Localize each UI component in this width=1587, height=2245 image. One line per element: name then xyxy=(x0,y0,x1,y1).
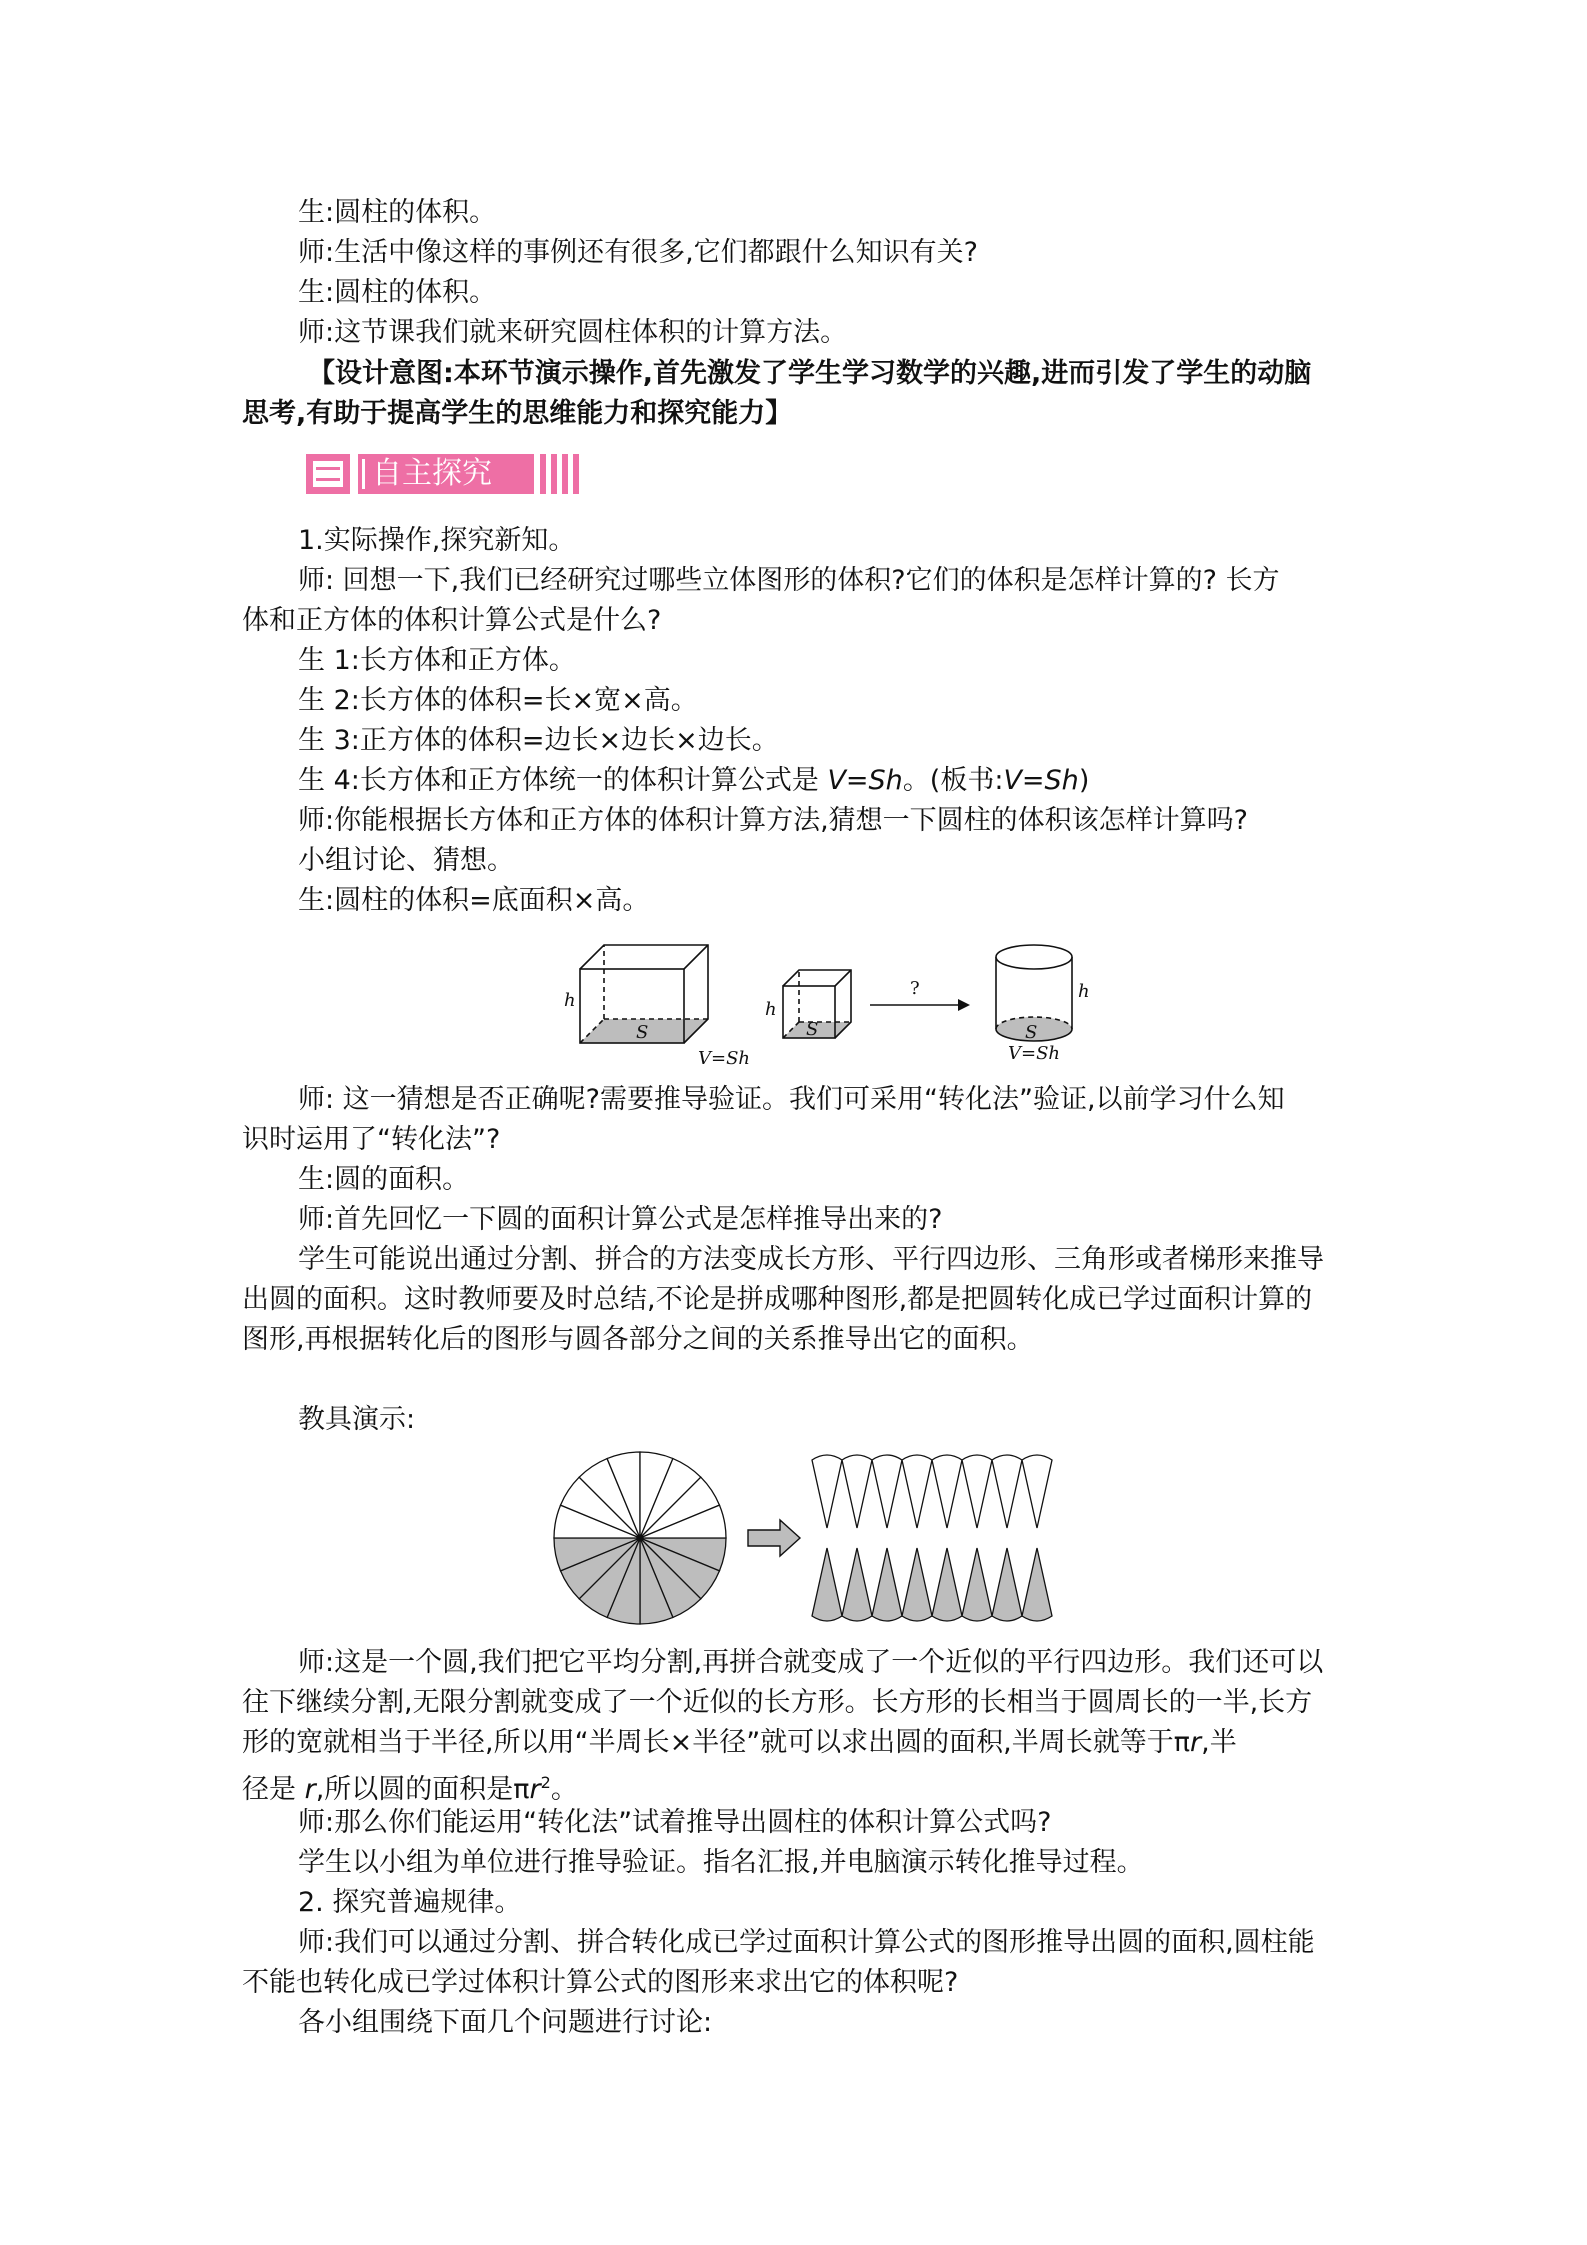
section-number-icon xyxy=(306,454,350,494)
paragraph: 师:那么你们能运用“转化法”试着推导出圆柱的体积计算公式吗? xyxy=(298,1807,1052,1838)
top-sector xyxy=(842,1455,872,1528)
paragraph: 生:圆柱的体积。 xyxy=(298,277,497,308)
paragraph: 生 3:正方体的体积=边长×边长×边长。 xyxy=(298,725,779,756)
paragraph: 学生以小组为单位进行推导验证。指名汇报,并电脑演示转化推导过程。 xyxy=(298,1847,1144,1878)
text-run: ,所以圆的面积是π xyxy=(315,1774,530,1805)
top-sector xyxy=(902,1455,932,1528)
bottom-sector xyxy=(842,1548,872,1621)
variable: r xyxy=(304,1774,316,1805)
text-run: 形的宽就相当于半径,所以用“半周长×半径”就可以求出圆的面积,半周长就等于π xyxy=(242,1727,1191,1758)
paragraph: 生:圆的面积。 xyxy=(298,1164,470,1195)
design-intent: 【设计意图:本环节演示操作,首先激发了学生学习数学的兴趣,进而引发了学生的动脑 xyxy=(308,358,1312,389)
paragraph: 师:生活中像这样的事例还有很多,它们都跟什么知识有关? xyxy=(298,237,979,268)
text-run: ,半 xyxy=(1201,1727,1237,1758)
bottom-sector xyxy=(1022,1548,1052,1621)
height-label: h xyxy=(1078,981,1090,1002)
top-sector xyxy=(932,1455,962,1528)
rearranged-sectors xyxy=(812,1455,1052,1621)
paragraph: 师:你能根据长方体和正方体的体积计算方法,猜想一下圆柱的体积该怎样计算吗? xyxy=(298,805,1249,836)
height-label: h xyxy=(564,990,576,1011)
paragraph: 生:圆柱的体积。 xyxy=(298,197,497,228)
paragraph-cont xyxy=(242,1766,578,1807)
text-run: 。(板书: xyxy=(902,765,1004,796)
arrow-icon xyxy=(870,999,970,1011)
base-label: S xyxy=(636,1022,649,1043)
solids-figure xyxy=(560,935,1090,1070)
formula-label: V=Sh xyxy=(1008,1043,1061,1064)
design-intent-cont: 思考,有助于提高学生的思维能力和探究能力】 xyxy=(242,398,793,429)
formula-label: V=Sh xyxy=(698,1048,751,1069)
paragraph: 师:首先回忆一下圆的面积计算公式是怎样推导出来的? xyxy=(298,1204,943,1235)
paragraph-cont: 往下继续分割,无限分割就变成了一个近似的长方形。长方形的长相当于圆周长的一半,长方 xyxy=(242,1687,1313,1718)
paragraph: 学生可能说出通过分割、拼合的方法变成长方形、平行四边形、三角形或者梯形来推导 xyxy=(298,1244,1324,1275)
paragraph: 师: 这一猜想是否正确呢?需要推导验证。我们可采用“转化法”验证,以前学习什么知 xyxy=(298,1084,1285,1115)
paragraph: 师:我们可以通过分割、拼合转化成已学过面积计算公式的图形推导出圆的面积,圆柱能 xyxy=(298,1927,1315,1958)
bottom-sector xyxy=(932,1548,962,1621)
step-heading: 2. 探究普遍规律。 xyxy=(298,1887,522,1918)
paragraph-cont xyxy=(242,1726,1237,1760)
top-sector xyxy=(992,1455,1022,1528)
paragraph: 小组讨论、猜想。 xyxy=(298,845,514,876)
paragraph: 生 1:长方体和正方体。 xyxy=(298,645,576,676)
text-run: 径是 xyxy=(242,1774,305,1805)
bottom-sector xyxy=(902,1548,932,1621)
question-mark: ? xyxy=(910,978,920,999)
paragraph: 教具演示: xyxy=(298,1404,416,1435)
section-header xyxy=(306,454,584,494)
paragraph-cont: 出圆的面积。这时教师要及时总结,不论是拼成哪种图形,都是把圆转化成已学过面积计算的 xyxy=(242,1284,1313,1315)
section-title: 自主探究 xyxy=(358,454,534,494)
paragraph: 师:这节课我们就来研究圆柱体积的计算方法。 xyxy=(298,317,848,348)
top-sector xyxy=(872,1455,902,1528)
circle-transform-figure xyxy=(550,1448,1110,1628)
paragraph-cont: 识时运用了“转化法”? xyxy=(242,1124,501,1155)
variable: r xyxy=(1190,1727,1202,1758)
step-heading: 1.实际操作,探究新知。 xyxy=(298,525,576,556)
bottom-sector xyxy=(962,1548,992,1621)
bottom-sector xyxy=(872,1548,902,1621)
base-label: S xyxy=(806,1019,819,1040)
paragraph-cont: 图形,再根据转化后的图形与圆各部分之间的关系推导出它的面积。 xyxy=(242,1324,1034,1355)
top-sector xyxy=(812,1455,842,1528)
text-run: 生 4:长方体和正方体统一的体积计算公式是 xyxy=(298,765,828,796)
variable: r xyxy=(529,1774,541,1805)
section-stripes xyxy=(540,454,584,494)
sectored-circle xyxy=(554,1452,726,1624)
paragraph: 生:圆柱的体积=底面积×高。 xyxy=(298,885,650,916)
paragraph: 生 2:长方体的体积=长×宽×高。 xyxy=(298,685,698,716)
paragraph xyxy=(298,764,1089,798)
formula: V=Sh xyxy=(1003,765,1079,796)
block-arrow-icon xyxy=(748,1520,800,1556)
bottom-sector xyxy=(812,1548,842,1621)
formula: V=Sh xyxy=(827,765,903,796)
paragraph: 师: 回想一下,我们已经研究过哪些立体图形的体积?它们的体积是怎样计算的? 长方 xyxy=(298,565,1280,596)
paragraph-cont: 不能也转化成已学过体积计算公式的图形来求出它的体积呢? xyxy=(242,1967,959,1998)
base-label: S xyxy=(1025,1022,1038,1043)
text-run: ) xyxy=(1078,765,1090,796)
top-sector xyxy=(1022,1455,1052,1528)
text-run: 。 xyxy=(550,1774,578,1805)
top-sector xyxy=(962,1455,992,1528)
superscript: 2 xyxy=(540,1773,551,1792)
bottom-sector xyxy=(992,1548,1022,1621)
paragraph: 各小组围绕下面几个问题进行讨论: xyxy=(298,2007,713,2038)
height-label: h xyxy=(765,999,777,1020)
paragraph: 师:这是一个圆,我们把它平均分割,再拼合就变成了一个近似的平行四边形。我们还可以 xyxy=(298,1647,1324,1678)
paragraph-cont: 体和正方体的体积计算公式是什么? xyxy=(242,605,662,636)
